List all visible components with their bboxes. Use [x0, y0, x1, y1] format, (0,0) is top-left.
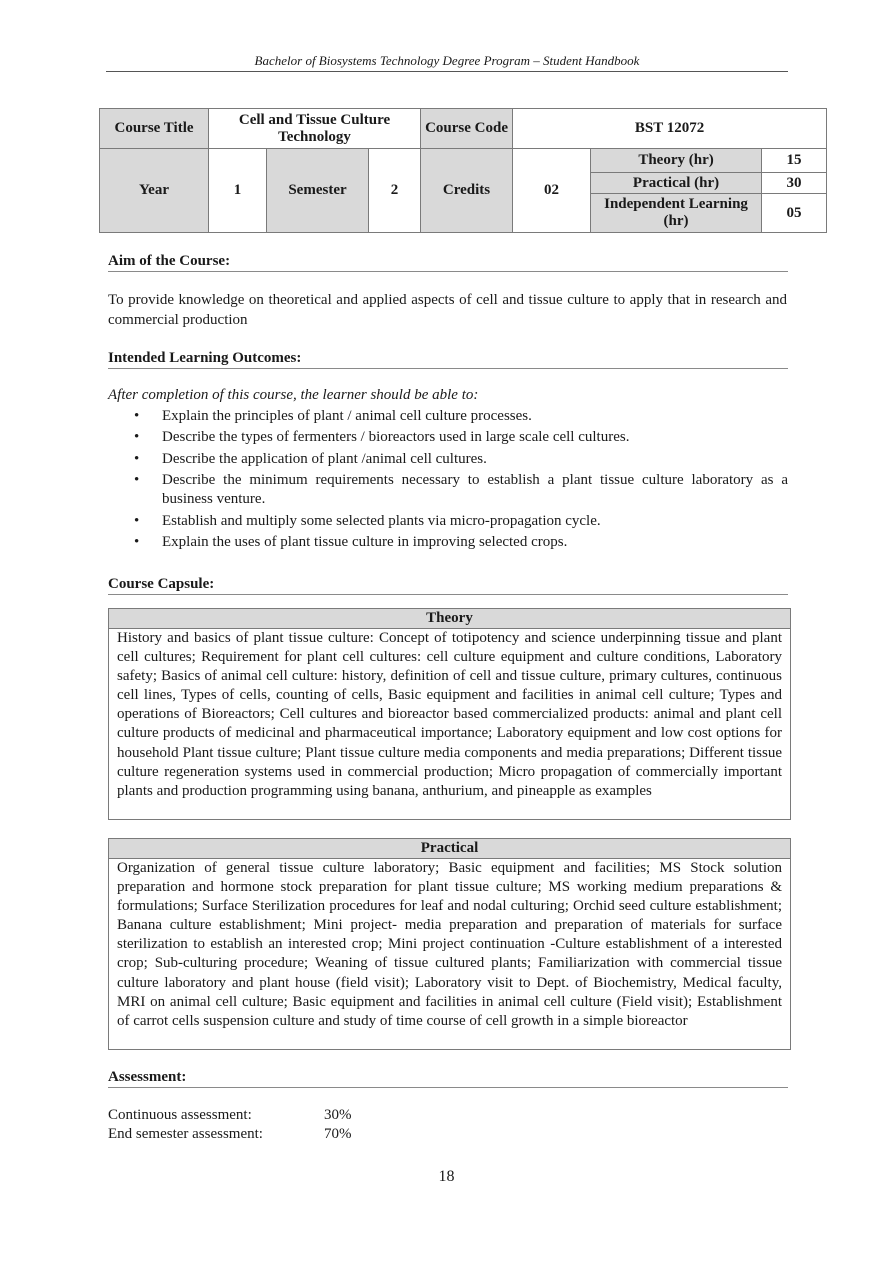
outcomes-intro: After completion of this course, the learner should be able to:	[108, 387, 479, 403]
bullet-icon: •	[134, 512, 140, 529]
header-rule	[106, 71, 788, 72]
practical-hours-value: 30	[762, 173, 827, 194]
theory-box	[108, 608, 791, 820]
practical-text: Organization of general tissue culture laboratory; Basic equipment and facilities; MS Stock solution preparation and hormone stock preparation for plant tissue culture; MS working medium preparations & formulations; Surface Sterilization procedures for leaf and nodal culturing; Orchid seed culture establishment; Banana culture establishment; Mini project- media preparation and preparation of materials for surface sterilization to establish an interested crop; Mini project continuation -Culture establishment of a interested crop; Sub-culturing procedure; Weaning of tissue cultured plants; Familiarization with commercial tissue culture laboratory and plant house (field visit); Laboratory visit to Dept. of Biochemistry, Medical faculty, MRI on animal cell culture; Basic equipment and facilities in animal cell culture (Field visit); Establishment of carrot cells suspension culture and study of time course of cell growth in a simple bioreactor	[117, 860, 782, 1029]
credits-label: Credits	[421, 149, 513, 233]
bullet-icon: •	[134, 408, 140, 424]
bullet-icon: •	[134, 471, 140, 488]
course-code-label: Course Code	[421, 109, 513, 149]
theory-text: History and basics of plant tissue culture: Concept of totipotency and science underpinning tissue and plant cell cultures; Requirement for plant cell cultures: cell culture equipment and culture conditions, Laboratory safety; Basics of animal cell culture: history, definition of cell and tissue culture, primary cultures, continuous cell lines, Types of cells, counting of cells, Basic equipment and facilities in animal cell culture; Types and operations of Bioreactors; Cell cultures and bioreactor based commercialized products: animal and plant cell culture products of medicinal and pharmaceutical importance; Laboratory equipment and low cost options for household Plant tissue culture; Plant tissue culture media components and media preparations; Different tissue culture regeneration systems used in commercial production; Micro propagation of commercially important plants and production programming using banana, anthurium, and pineapple as examples	[117, 630, 782, 799]
list-item: • Describe the types of fermenters / bioreactors used in large scale cell cultures.	[134, 428, 788, 448]
independent-hours-value: 05	[762, 194, 827, 233]
bullet-icon: •	[134, 450, 140, 467]
list-item: • Describe the minimum requirements necessary to establish a plant tissue culture laboratory as a business venture.	[134, 471, 788, 508]
assessment-value: 70%	[324, 1126, 352, 1142]
semester-value: 2	[369, 149, 421, 233]
practical-title: Practical	[109, 839, 790, 859]
aim-heading: Aim of the Course:	[108, 252, 788, 272]
page-number: 18	[438, 1168, 455, 1185]
course-info-table	[99, 108, 827, 233]
year-label: Year	[100, 149, 209, 233]
independent-hours-label: Independent Learning (hr)	[591, 194, 762, 233]
year-value: 1	[209, 149, 267, 233]
running-header: Bachelor of Biosystems Technology Degree Program – Student Handbook	[254, 53, 640, 68]
course-title-label: Course Title	[100, 109, 209, 149]
bullet-icon: •	[134, 533, 140, 550]
assessment-row	[108, 1106, 352, 1125]
outcomes-list	[134, 407, 788, 554]
course-code-value: BST 12072	[513, 109, 827, 149]
list-item: • Explain the principles of plant / animal cell culture processes.	[134, 407, 788, 427]
theory-title: Theory	[109, 609, 790, 629]
semester-label: Semester	[267, 149, 369, 233]
list-item: • Explain the uses of plant tissue culture in improving selected crops.	[134, 533, 788, 553]
bullet-icon: •	[134, 429, 140, 446]
assessment-value: 30%	[324, 1107, 352, 1123]
assessment-label: End semester assessment:	[108, 1126, 263, 1142]
course-title-value: Cell and Tissue Culture Technology	[209, 109, 421, 149]
aim-text: To provide knowledge on theoretical and applied aspects of cell and tissue culture to apply that in research and commercial production	[108, 292, 787, 328]
assessment-row	[108, 1125, 352, 1144]
practical-box	[108, 838, 791, 1050]
practical-hours-label: Practical (hr)	[591, 173, 762, 194]
outcomes-heading: Intended Learning Outcomes:	[108, 349, 788, 369]
assessment-label: Continuous assessment:	[108, 1107, 252, 1123]
credits-value: 02	[513, 149, 591, 233]
assessment-heading: Assessment:	[108, 1068, 788, 1088]
capsule-heading: Course Capsule:	[108, 575, 788, 595]
list-item: • Establish and multiply some selected plants via micro-propagation cycle.	[134, 512, 788, 532]
theory-hours-label: Theory (hr)	[591, 149, 762, 173]
theory-hours-value: 15	[762, 149, 827, 173]
list-item: • Describe the application of plant /animal cell cultures.	[134, 450, 788, 470]
